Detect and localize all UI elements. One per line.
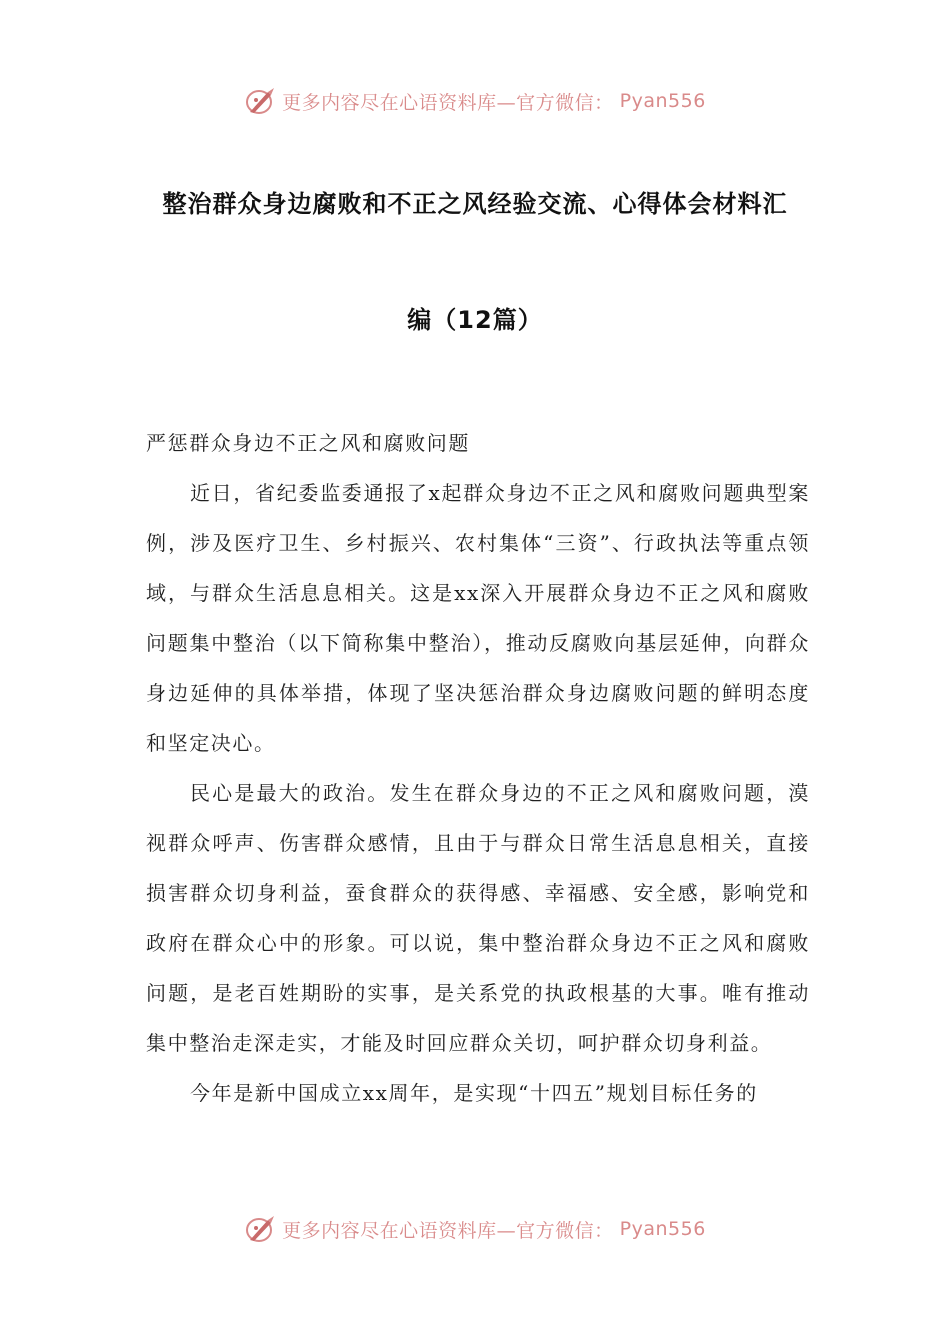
footer-watermark bbox=[0, 1214, 950, 1244]
body-paragraph-1: 近日，省纪委监委通报了x起群众身边不正之风和腐败问题典型案例，涉及医疗卫生、乡村振兴、农村集体“三资”、行政执法等重点领域，与群众生活息息相关。这是xx深入开展群众身边不正之风和腐败问题集中整治（以下简称集中整治），推动反腐败向基层延伸，向群众身边延伸的具体举措，体现了坚决惩治群众身边腐败问题的鲜明态度和坚定决心。 bbox=[146, 481, 810, 755]
quill-logo-icon bbox=[244, 86, 276, 116]
watermark-text: 更多内容尽在心语资料库—官方微信： bbox=[282, 1219, 614, 1242]
watermark-text: 更多内容尽在心语资料库—官方微信： bbox=[282, 91, 614, 114]
document-title-line2: 编（12篇） bbox=[407, 306, 543, 334]
quill-logo-icon bbox=[244, 1214, 276, 1244]
body-paragraph-3: 今年是新中国成立xx周年，是实现“十四五”规划目标任务的 bbox=[190, 1081, 758, 1105]
body-paragraph-2: 民心是最大的政治。发生在群众身边的不正之风和腐败问题，漠视群众呼声、伤害群众感情，且由于与群众日常生活息息相关，直接损害群众切身利益，蚕食群众的获得感、幸福感、安全感，影响党和政府在群众心中的形象。可以说，集中整治群众身边不正之风和腐败问题，是老百姓期盼的实事，是关系党的执政根基的大事。唯有推动集中整治走深走实，才能及时回应群众关切，呵护群众切身利益。 bbox=[146, 781, 810, 1055]
watermark-handle: Pyan556 bbox=[619, 90, 706, 112]
watermark-handle: Pyan556 bbox=[619, 1218, 706, 1240]
header-watermark bbox=[0, 86, 950, 116]
document-title-line1: 整治群众身边腐败和不正之风经验交流、心得体会材料汇 bbox=[162, 190, 788, 218]
section-heading: 严惩群众身边不正之风和腐败问题 bbox=[146, 431, 470, 455]
document-body bbox=[146, 418, 810, 1118]
